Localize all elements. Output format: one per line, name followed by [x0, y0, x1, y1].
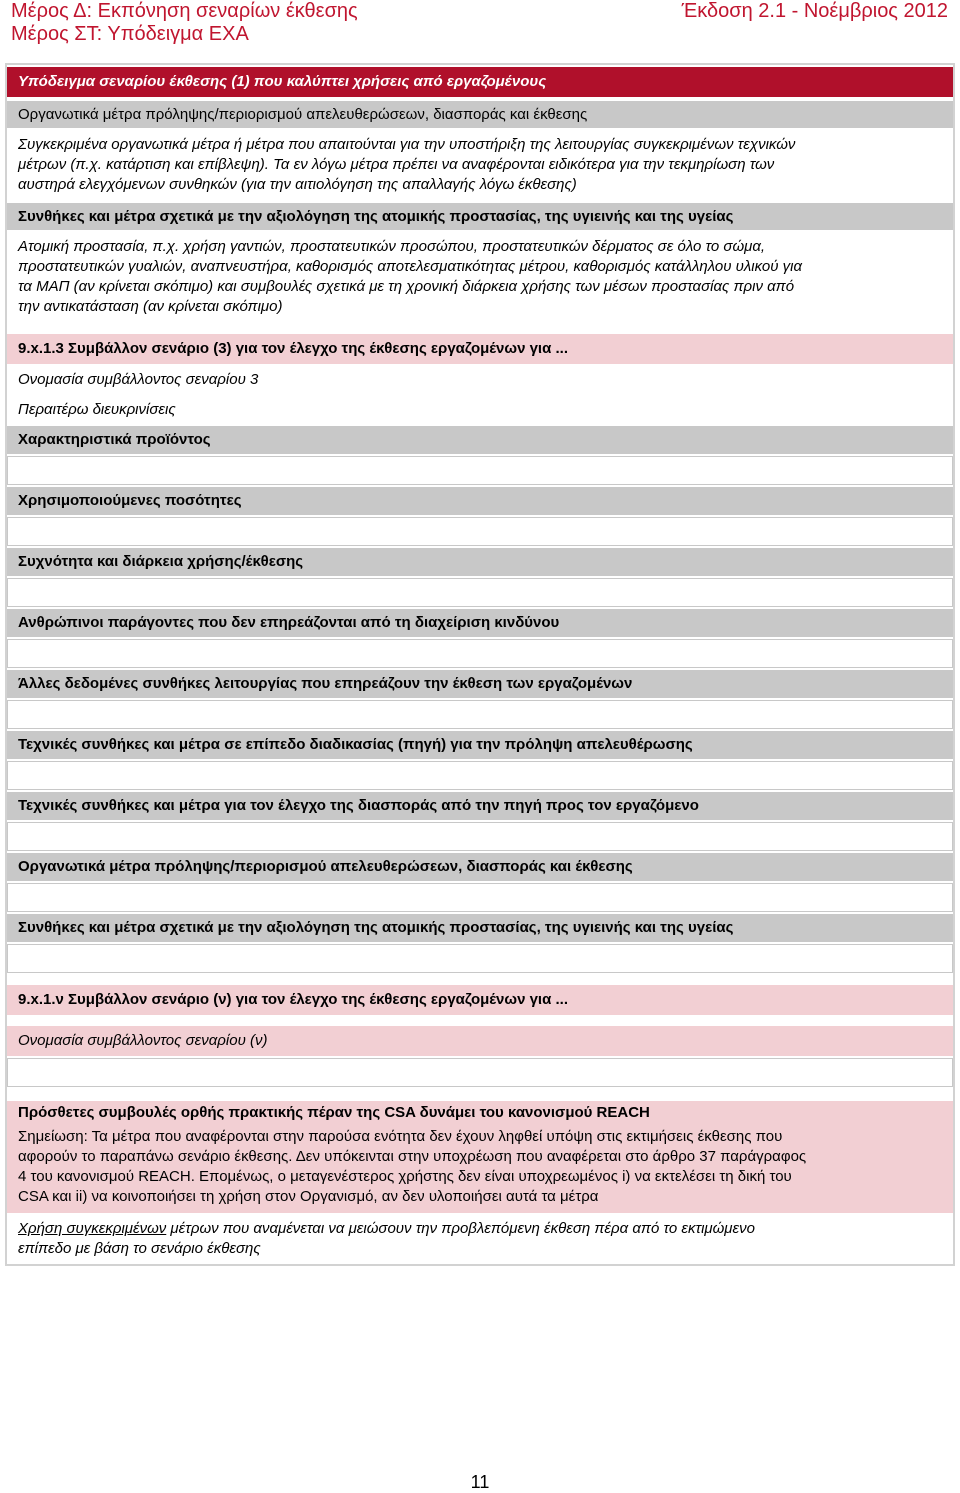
- advice-use-line2: επίπεδο με βάση το σενάριο έκθεσης: [18, 1240, 261, 1257]
- advice-note-line4: CSA και ii) να κοινοποιήσει τη χρήση στον Οργανισμό, αν δεν υλοποιήσει αυτά τα μέτρα: [18, 1188, 599, 1205]
- header-version: Έκδοση 2.1 - Νοέμβριος 2012: [681, 0, 948, 22]
- section-entry-field[interactable]: [7, 639, 953, 668]
- section-heading: Οργανωτικά μέτρα πρόληψης/περιορισμού απελευθερώσεων, διασποράς και έκθεσης: [18, 858, 633, 875]
- section-heading-row: [7, 731, 953, 759]
- ppe-heading-row: [7, 203, 953, 230]
- contrib3-details: Περαιτέρω διευκρινίσεις: [18, 401, 176, 418]
- contribn-name: Ονομασία συμβάλλοντος σεναρίου (ν): [18, 1032, 268, 1049]
- ppe-desc-line2: προστατευτικών γυαλιών, αναπνευστήρα, καθορισμός αποτελεσματικότητας μέτρου, καθορισμός κατάλληλου υλικού για: [18, 258, 803, 275]
- org-measures-desc-line2: μέτρων (π.χ. κατάρτιση και επίβλεψη). Τα εν λόγω μέτρα πρέπει να αναφέρονται ειδικότερα για την τεκμηρίωση των: [18, 156, 775, 173]
- scenario-title-bar: [7, 67, 953, 97]
- contrib3-name-row: [7, 366, 953, 393]
- section-heading-row: [7, 426, 953, 454]
- advice-heading: Πρόσθετες συμβουλές ορθής πρακτικής πέραν της CSA δυνάμει του κανονισμού REACH: [18, 1104, 650, 1121]
- contrib3-title: 9.x.1.3 Συμβάλλον σενάριο (3) για τον έλεγχο της έκθεσης εργαζομένων για ...: [18, 340, 568, 357]
- org-measures-desc: [7, 132, 953, 198]
- advice-note-line3: 4 του κανονισμού REACH. Επομένως, ο μεταγενέστερος χρήστης δεν είναι υποχρεωμένος i) να εκτελέσει τη δική του: [18, 1168, 792, 1185]
- section-heading: Άλλες δεδομένες συνθήκες λειτουργίας που επηρεάζουν την έκθεση των εργαζομένων: [18, 675, 633, 692]
- advice-use-block: [7, 1216, 953, 1262]
- section-entry-field[interactable]: [7, 517, 953, 546]
- ppe-heading: Συνθήκες και μέτρα σχετικά με την αξιολόγηση της ατομικής προστασίας, της υγιεινής και της υγείας: [18, 208, 734, 225]
- section-heading: Τεχνικές συνθήκες και μέτρα για τον έλεγχο της διασποράς από την πηγή προς τον εργαζόμενο: [18, 797, 699, 814]
- section-heading-row: [7, 853, 953, 881]
- section-heading-row: [7, 670, 953, 698]
- section-heading: Τεχνικές συνθήκες και μέτρα σε επίπεδο διαδικασίας (πηγή) για την πρόληψη απελευθέρωσης: [18, 736, 693, 753]
- scenario-title: Υπόδειγμα σεναρίου έκθεσης (1) που καλύπτει χρήσεις από εργαζομένους: [18, 73, 547, 90]
- section-heading-row: [7, 914, 953, 942]
- advice-block: [7, 1101, 953, 1213]
- contrib3-name: Ονομασία συμβάλλοντος σεναρίου 3: [18, 371, 259, 388]
- section-heading-row: [7, 609, 953, 637]
- contrib3-title-row: [7, 334, 953, 364]
- section-entry-field[interactable]: [7, 456, 953, 485]
- section-heading: Ανθρώπινοι παράγοντες που δεν επηρεάζονται από τη διαχείριση κινδύνου: [18, 614, 560, 631]
- advice-use-line1: Χρήση συγκεκριμένων μέτρων που αναμένεται να μειώσουν την προβλεπόμενη έκθεση πέρα από το εκτιμώμενο: [18, 1220, 755, 1237]
- org-measures-desc-line3: αυστηρά ελεγχόμενων συνθηκών (για την αιτιολόγηση της απαλλαγής λόγω έκθεσης): [18, 176, 577, 193]
- section-heading-row: [7, 548, 953, 576]
- section-entry-field[interactable]: [7, 761, 953, 790]
- ppe-desc-line4: την αντικατάσταση (αν κρίνεται σκόπιμο): [18, 298, 283, 315]
- ppe-desc: [7, 234, 953, 326]
- header-part-d: Μέρος Δ: Εκπόνηση σεναρίων έκθεσης: [11, 0, 358, 22]
- org-measures-heading-row: [7, 101, 953, 128]
- ppe-desc-line1: Ατομική προστασία, π.χ. χρήση γαντιών, προστατευτικών προσώπου, προστατευτικών δέρματος σε όλο το σώμα,: [18, 238, 766, 255]
- org-measures-heading: Οργανωτικά μέτρα πρόληψης/περιορισμού απελευθερώσεων, διασποράς και έκθεσης: [18, 106, 588, 123]
- section-entry-field[interactable]: [7, 578, 953, 607]
- section-entry-field[interactable]: [7, 700, 953, 729]
- page-header: [0, 0, 960, 48]
- section-heading: Χαρακτηριστικά προϊόντος: [18, 431, 211, 448]
- section-heading-row: [7, 792, 953, 820]
- section-entry-field[interactable]: [7, 883, 953, 912]
- contrib3-details-row: [7, 396, 953, 423]
- section-entry-field[interactable]: [7, 822, 953, 851]
- advice-note-line1: Σημείωση: Τα μέτρα που αναφέρονται στην παρούσα ενότητα δεν έχουν ληφθεί υπόψη στις εκτιμήσεις έκθεσης που: [18, 1128, 783, 1145]
- advice-note-line2: αφορούν το παραπάνω σενάριο έκθεσης. Δεν υπόκεινται στην υποχρέωση που αναφέρεται στο άρθρο 37 παράγραφος: [18, 1148, 807, 1165]
- org-measures-desc-line1: Συγκεκριμένα οργανωτικά μέτρα ή μέτρα που απαιτούνται για την υποστήριξη της λειτουργίας συγκεκριμένων τεχνικών: [18, 136, 796, 153]
- contribn-title-row: [7, 985, 953, 1015]
- section-heading: Συχνότητα και διάρκεια χρήσης/έκθεσης: [18, 553, 304, 570]
- header-part-st: Μέρος ΣΤ: Υπόδειγμα ΕΧΑ: [11, 23, 249, 45]
- section-heading-row: [7, 487, 953, 515]
- section-heading: Χρησιμοποιούμενες ποσότητες: [18, 492, 242, 509]
- contribn-entry-field[interactable]: [7, 1058, 953, 1087]
- ppe-desc-line3: τα ΜΑΠ (αν κρίνεται σκόπιμο) και συμβουλές σχετικά με τη χρονική διάρκεια χρήσης των μέσων προστασίας πριν από: [18, 278, 795, 295]
- page-number: 11: [470, 1472, 490, 1492]
- section-entry-field[interactable]: [7, 944, 953, 973]
- contribn-name-row: [7, 1026, 953, 1056]
- section-heading: Συνθήκες και μέτρα σχετικά με την αξιολόγηση της ατομικής προστασίας, της υγιεινής και της υγείας: [18, 919, 734, 936]
- contribn-title: 9.x.1.ν Συμβάλλον σενάριο (ν) για τον έλεγχο της έκθεσης εργαζομένων για ...: [18, 991, 568, 1008]
